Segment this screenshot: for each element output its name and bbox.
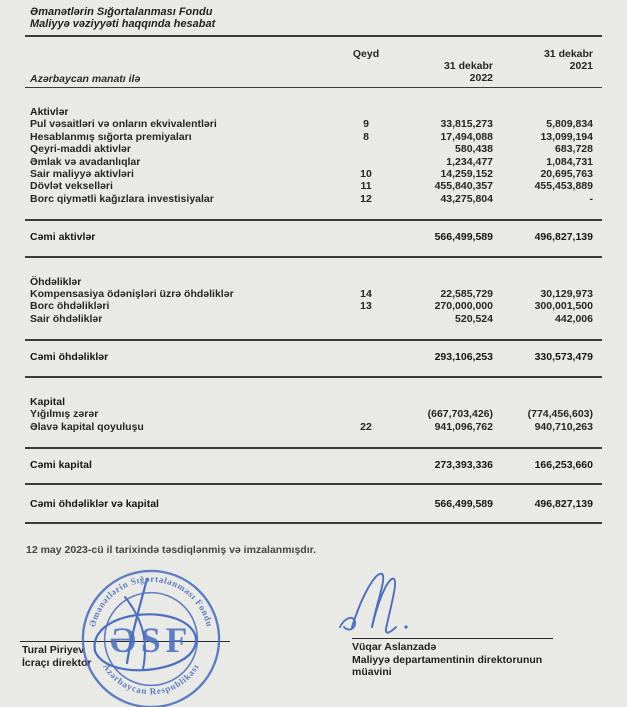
statement-value-2022: 43,275,804 bbox=[440, 192, 493, 205]
statement-value-2022: 14,259,152 bbox=[440, 168, 493, 181]
signatory-right-title-line1: Maliyyə departamentinin direktorunun bbox=[352, 653, 543, 666]
statement-value-2021: - bbox=[589, 192, 593, 205]
handwritten-signature-right bbox=[330, 563, 422, 643]
statement-value-2021: 683,728 bbox=[555, 143, 593, 156]
signatory-right-title-line2: müavini bbox=[352, 666, 392, 678]
statement-label: Sair maliyyə aktivləri bbox=[30, 168, 134, 181]
statement-section bbox=[25, 276, 602, 326]
signatory-left-name: Tural Piriyev bbox=[22, 644, 85, 656]
total-label: Cəmi aktivlər bbox=[30, 231, 96, 244]
total-value-2022: 566,499,589 bbox=[434, 231, 493, 244]
statement-label: Borc öhdəlikləri bbox=[30, 300, 110, 313]
statement-value-2022: 455,840,357 bbox=[434, 180, 493, 193]
section-heading: Öhdəliklər bbox=[30, 275, 82, 288]
total-row bbox=[25, 231, 602, 243]
statement-label: Yığılmış zərər bbox=[30, 408, 99, 421]
total-block bbox=[25, 339, 602, 377]
statement-note: 11 bbox=[360, 180, 372, 193]
table-header bbox=[25, 37, 602, 87]
grand-total-value-2022: 566,499,589 bbox=[434, 498, 493, 511]
statement-row bbox=[25, 156, 602, 168]
total-row bbox=[25, 351, 602, 363]
statement-row bbox=[25, 131, 602, 143]
grand-total-row bbox=[25, 498, 602, 510]
statement-value-2022: 520,524 bbox=[455, 312, 493, 325]
statement-note: 9 bbox=[363, 118, 369, 131]
total-note bbox=[346, 459, 386, 471]
statement-value-2022: 580,438 bbox=[455, 143, 493, 156]
handwritten-signature-left bbox=[55, 553, 265, 703]
column-header-note: Qeyd bbox=[352, 48, 380, 60]
stamp-bottom-arc-text: Azərbaycan Respublikası bbox=[101, 661, 201, 697]
statement-row bbox=[25, 193, 602, 205]
statement-value-2021: 30,129,973 bbox=[540, 288, 593, 301]
statement-row bbox=[25, 300, 602, 312]
signatory-right bbox=[352, 641, 542, 679]
section-heading: Aktivlər bbox=[30, 106, 69, 118]
statement-label: Pul vəsaitləri və onların ekvivalentləri bbox=[30, 118, 217, 131]
signature-area bbox=[0, 545, 627, 707]
statement-value-2022: 33,815,273 bbox=[440, 118, 493, 131]
statement-section bbox=[25, 106, 602, 205]
statement-sections bbox=[25, 106, 602, 524]
statement-value-2021: 5,809,834 bbox=[546, 118, 593, 131]
total-block bbox=[25, 219, 602, 257]
statement-note bbox=[346, 143, 386, 155]
divider-header bbox=[25, 87, 602, 88]
statement-label: Əmlak və avadanlıqlar bbox=[30, 155, 141, 168]
statement-value-2021: 13,099,194 bbox=[540, 130, 593, 143]
total-value-2022: 273,393,336 bbox=[434, 458, 493, 471]
total-value-2021: 166,253,660 bbox=[534, 458, 593, 471]
approval-note: 12 may 2023-cü il tarixində təsdiqlənmiş və imzalanmışdır. bbox=[26, 543, 317, 556]
statement-row bbox=[25, 168, 602, 180]
statement-row bbox=[25, 313, 602, 325]
stamp-center-text: ƏSF bbox=[109, 619, 193, 660]
statement-value-2022: 270,000,000 bbox=[434, 300, 493, 313]
statement-note bbox=[346, 408, 386, 420]
total-value-2021: 330,573,479 bbox=[534, 351, 593, 364]
column-header-2022: 31 dekabr 2022 bbox=[443, 60, 493, 85]
statement-note: 10 bbox=[360, 168, 372, 181]
statement-value-2022: 22,585,729 bbox=[440, 288, 493, 301]
statement-note: 13 bbox=[360, 300, 372, 313]
grand-total-note bbox=[346, 498, 386, 510]
statement-row bbox=[25, 408, 602, 420]
statement-row bbox=[25, 288, 602, 300]
statement-value-2022: 941,096,762 bbox=[434, 420, 493, 433]
statement-value-2021: (774,456,603) bbox=[527, 408, 593, 421]
statement-label: Sair öhdəliklər bbox=[30, 312, 103, 325]
statement-value-2022: 1,234,477 bbox=[446, 155, 493, 168]
statement-note bbox=[346, 313, 386, 325]
grand-total-value-2021: 496,827,139 bbox=[534, 498, 593, 511]
statement-value-2021: 1,084,731 bbox=[546, 155, 593, 168]
statement-value-2021: 442,006 bbox=[555, 312, 593, 325]
statement-note: 12 bbox=[360, 192, 372, 205]
total-value-2021: 496,827,139 bbox=[534, 231, 593, 244]
statement-label: Borc qiymətli kağızlara investisiyalar bbox=[30, 192, 214, 205]
signatory-left-title: İcraçı direktor bbox=[22, 656, 92, 669]
column-header-2021: 31 dekabr 2021 bbox=[543, 48, 593, 73]
signatory-right-name: Vüqar Aslanzadə bbox=[352, 641, 437, 653]
statement-value-2021: 300,001,500 bbox=[534, 300, 593, 313]
total-value-2022: 293,106,253 bbox=[434, 351, 493, 364]
statement-label: Dövlət vekselləri bbox=[30, 180, 113, 193]
statement-row bbox=[25, 180, 602, 192]
total-note bbox=[346, 351, 386, 363]
statement-value-2021: 20,695,763 bbox=[540, 168, 593, 181]
statement-value-2021: 940,710,263 bbox=[534, 420, 593, 433]
statement-label: Qeyri-maddi aktivlər bbox=[30, 143, 131, 156]
statement-note bbox=[346, 156, 386, 168]
statement-note: 8 bbox=[363, 130, 369, 143]
statement-value-2022: (667,703,426) bbox=[427, 408, 493, 421]
statement-value-2021: 455,453,889 bbox=[534, 180, 593, 193]
total-block bbox=[25, 447, 602, 485]
signature-line-right bbox=[352, 638, 553, 639]
statement-row bbox=[25, 143, 602, 155]
statement-note: 14 bbox=[360, 288, 372, 301]
total-label: Cəmi öhdəliklər bbox=[30, 351, 109, 364]
total-row bbox=[25, 459, 602, 471]
statement-section bbox=[25, 396, 602, 433]
statement-note: 22 bbox=[360, 420, 372, 433]
total-note bbox=[346, 231, 386, 243]
total-label: Cəmi kapital bbox=[30, 458, 92, 471]
statement-label: Kompensasiya ödənişləri üzrə öhdəliklər bbox=[30, 288, 234, 301]
statement-row bbox=[25, 118, 602, 130]
section-heading: Kapital bbox=[30, 395, 66, 408]
document-title bbox=[30, 6, 602, 30]
grand-total-label: Cəmi öhdəliklər və kapital bbox=[30, 498, 159, 511]
statement-label: Əlavə kapital qoyuluşu bbox=[30, 420, 144, 433]
document-title-line2: Maliyyə vəziyyəti haqqında hesabat bbox=[30, 18, 216, 30]
grand-total-block bbox=[25, 485, 602, 523]
document-title-line1: Əmanətlərin Sığortalanması Fondu bbox=[30, 6, 213, 18]
stamp-top-arc-text: Əmanətlərin Sığortalanması Fondu bbox=[87, 573, 215, 629]
statement-value-2022: 17,494,088 bbox=[440, 130, 493, 143]
statement-label: Hesablanmış sığorta premiyaları bbox=[30, 130, 192, 143]
statement-row bbox=[25, 421, 602, 433]
currency-note: Azərbaycan manatı ilə bbox=[30, 73, 141, 85]
